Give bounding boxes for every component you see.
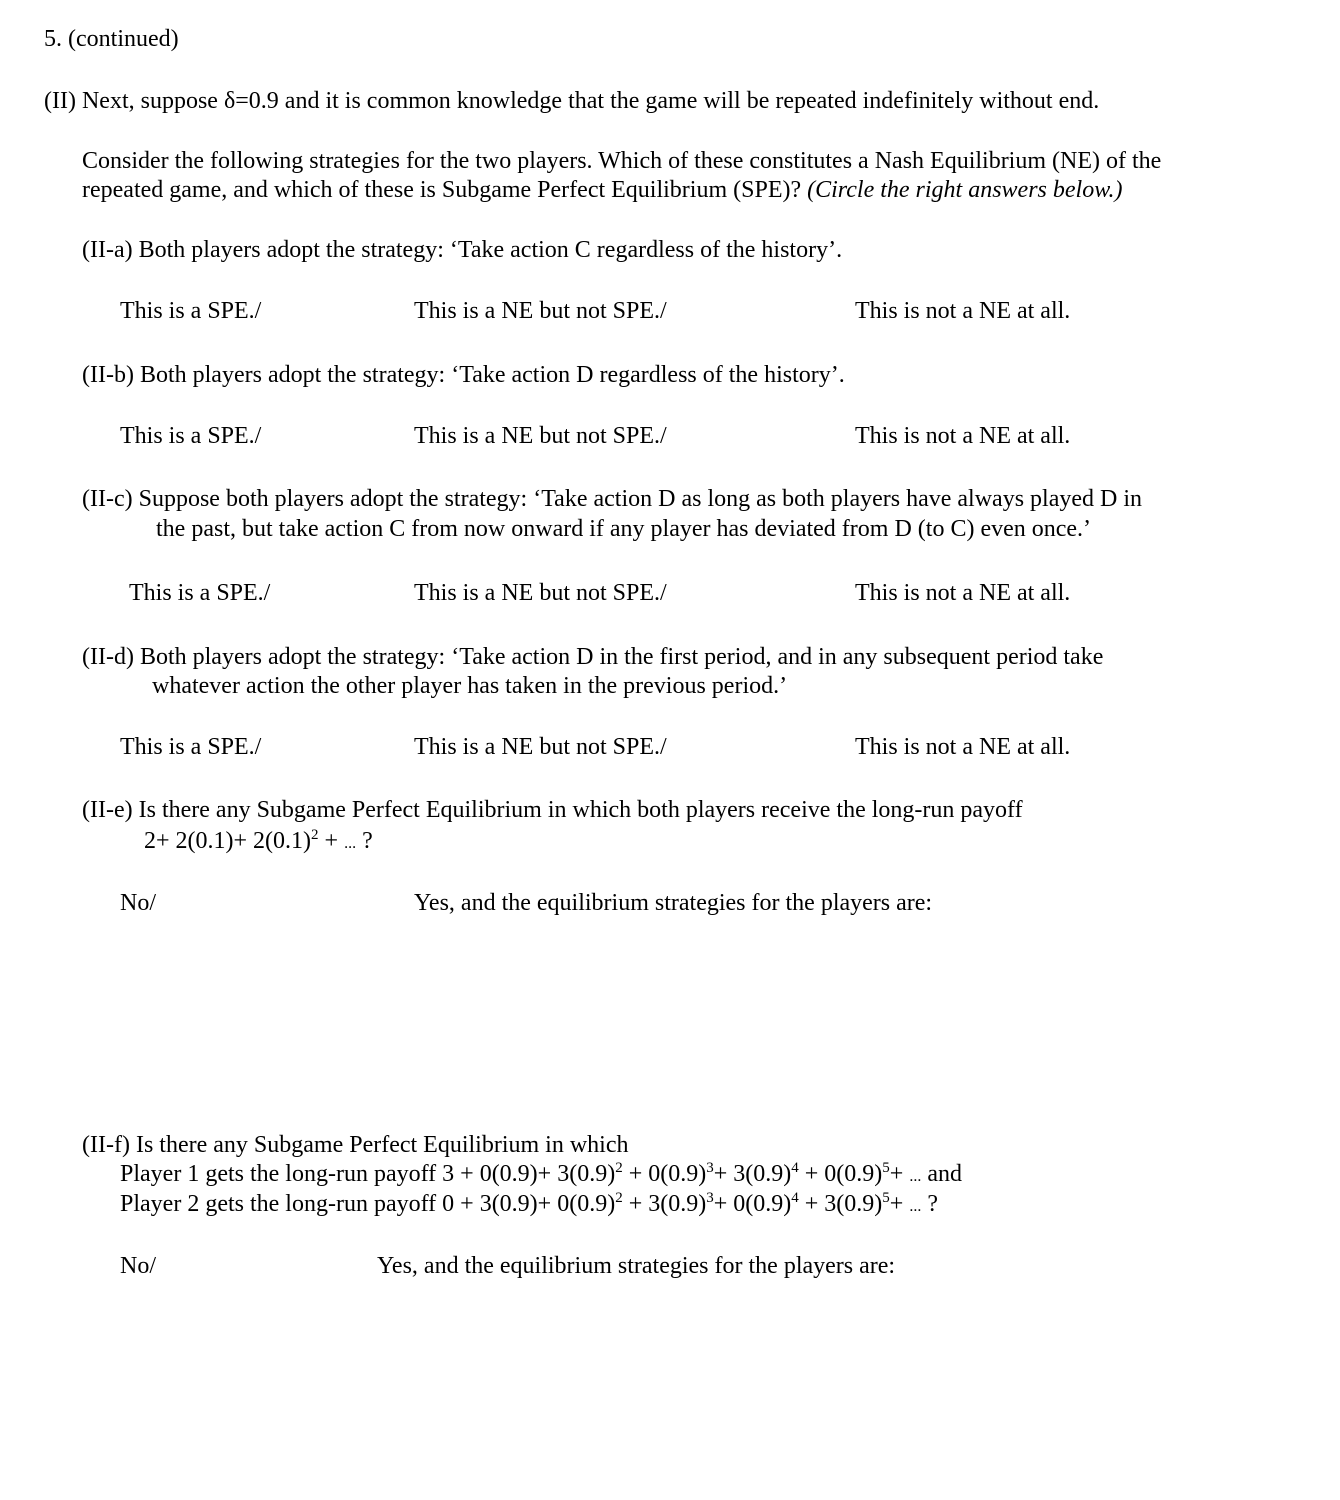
option-c-spe[interactable]: This is a SPE./ <box>129 580 271 606</box>
answer-e-yes[interactable]: Yes, and the equilibrium strategies for the players are: <box>414 890 933 916</box>
option-a-ne-not-spe[interactable]: This is a NE but not SPE./ <box>414 298 667 324</box>
p2-term-2: + 3(0.9) <box>622 1191 707 1217</box>
answer-f-no[interactable]: No/ <box>120 1253 156 1279</box>
option-b-ne-not-spe[interactable]: This is a NE but not SPE./ <box>414 423 667 449</box>
part-2-intro: (II) Next, suppose δ=0.9 and it is common knowledge that the game will be repeated indefinitely without end. <box>44 88 1100 114</box>
p2-ellipsis: ... <box>909 1198 922 1215</box>
p1-exp-5: 5 <box>882 1160 890 1176</box>
option-b-spe[interactable]: This is a SPE./ <box>120 423 262 449</box>
p1-term-4: + 0(0.9) <box>798 1161 883 1187</box>
p2-exp-5: 5 <box>882 1190 890 1206</box>
p1-term-3: + 3(0.9) <box>713 1161 792 1187</box>
p1-term-1: 3 + 0(0.9)+ 3(0.9) <box>442 1161 616 1187</box>
question-f-player-2 <box>120 1189 938 1222</box>
question-f-line-1: (II-f) Is there any Subgame Perfect Equilibrium in which <box>82 1132 629 1158</box>
question-a: (II-a) Both players adopt the strategy: ‘Take action C regardless of the history’. <box>82 237 843 263</box>
p2-end: ? <box>921 1191 938 1217</box>
p1-end: and <box>921 1161 962 1187</box>
option-a-spe[interactable]: This is a SPE./ <box>120 298 262 324</box>
instructions-text: repeated game, and which of these is Subgame Perfect Equilibrium (SPE)? <box>82 177 802 203</box>
formula-e-part-c: ? <box>356 828 373 854</box>
question-e-formula <box>144 826 373 859</box>
instructions-line-1: Consider the following strategies for the two players. Which of these constitutes a Nash Equilibrium (NE) of the <box>82 148 1162 174</box>
option-d-spe[interactable]: This is a SPE./ <box>120 734 262 760</box>
formula-e-ellipsis: ... <box>344 835 357 852</box>
formula-e-exponent: 2 <box>311 827 319 843</box>
question-d-line-1: (II-d) Both players adopt the strategy: ‘Take action D in the first period, and in any subsequent period take <box>82 644 1104 670</box>
p2-term-4: + 3(0.9) <box>798 1191 883 1217</box>
option-d-not-ne[interactable]: This is not a NE at all. <box>855 734 1071 760</box>
p1-term-2: + 0(0.9) <box>622 1161 707 1187</box>
formula-e-part-b: + <box>318 828 345 854</box>
question-c-line-2: the past, but take action C from now onward if any player has deviated from D (to C) even once.’ <box>156 516 1092 542</box>
question-e-line-1: (II-e) Is there any Subgame Perfect Equilibrium in which both players receive the long-run payoff <box>82 797 1023 823</box>
p2-term-3: + 0(0.9) <box>713 1191 792 1217</box>
option-d-ne-not-spe[interactable]: This is a NE but not SPE./ <box>414 734 667 760</box>
instructions-italic: (Circle the right answers below.) <box>807 177 1123 203</box>
answer-e-no[interactable]: No/ <box>120 890 156 916</box>
p2-label: Player 2 gets the long-run payoff <box>120 1191 443 1217</box>
p2-exp-2: 2 <box>615 1190 623 1206</box>
problem-number: 5. (continued) <box>44 26 179 52</box>
p1-exp-3: 3 <box>706 1160 714 1176</box>
question-b: (II-b) Both players adopt the strategy: ‘Take action D regardless of the history’. <box>82 362 845 388</box>
p2-exp-4: 4 <box>791 1190 799 1206</box>
instructions-line-2 <box>82 175 1122 205</box>
option-a-not-ne[interactable]: This is not a NE at all. <box>855 298 1071 324</box>
question-f-player-1 <box>120 1159 962 1192</box>
question-c-line-1: (II-c) Suppose both players adopt the strategy: ‘Take action D as long as both players have always played D in <box>82 486 1143 512</box>
formula-e-part-a: 2+ 2(0.1)+ 2(0.1) <box>144 828 312 854</box>
p1-exp-2: 2 <box>615 1160 623 1176</box>
p2-exp-3: 3 <box>706 1190 714 1206</box>
p1-term-5: + <box>889 1161 910 1187</box>
p1-exp-4: 4 <box>791 1160 799 1176</box>
answer-f-yes[interactable]: Yes, and the equilibrium strategies for the players are: <box>377 1253 896 1279</box>
option-c-ne-not-spe[interactable]: This is a NE but not SPE./ <box>414 580 667 606</box>
option-c-not-ne[interactable]: This is not a NE at all. <box>855 580 1071 606</box>
option-b-not-ne[interactable]: This is not a NE at all. <box>855 423 1071 449</box>
p1-ellipsis: ... <box>909 1168 922 1185</box>
p2-term-5: + <box>889 1191 910 1217</box>
question-d-line-2: whatever action the other player has taken in the previous period.’ <box>152 673 788 699</box>
p1-label: Player 1 gets the long-run payoff <box>120 1161 443 1187</box>
p2-term-1: 0 + 3(0.9)+ 0(0.9) <box>442 1191 616 1217</box>
